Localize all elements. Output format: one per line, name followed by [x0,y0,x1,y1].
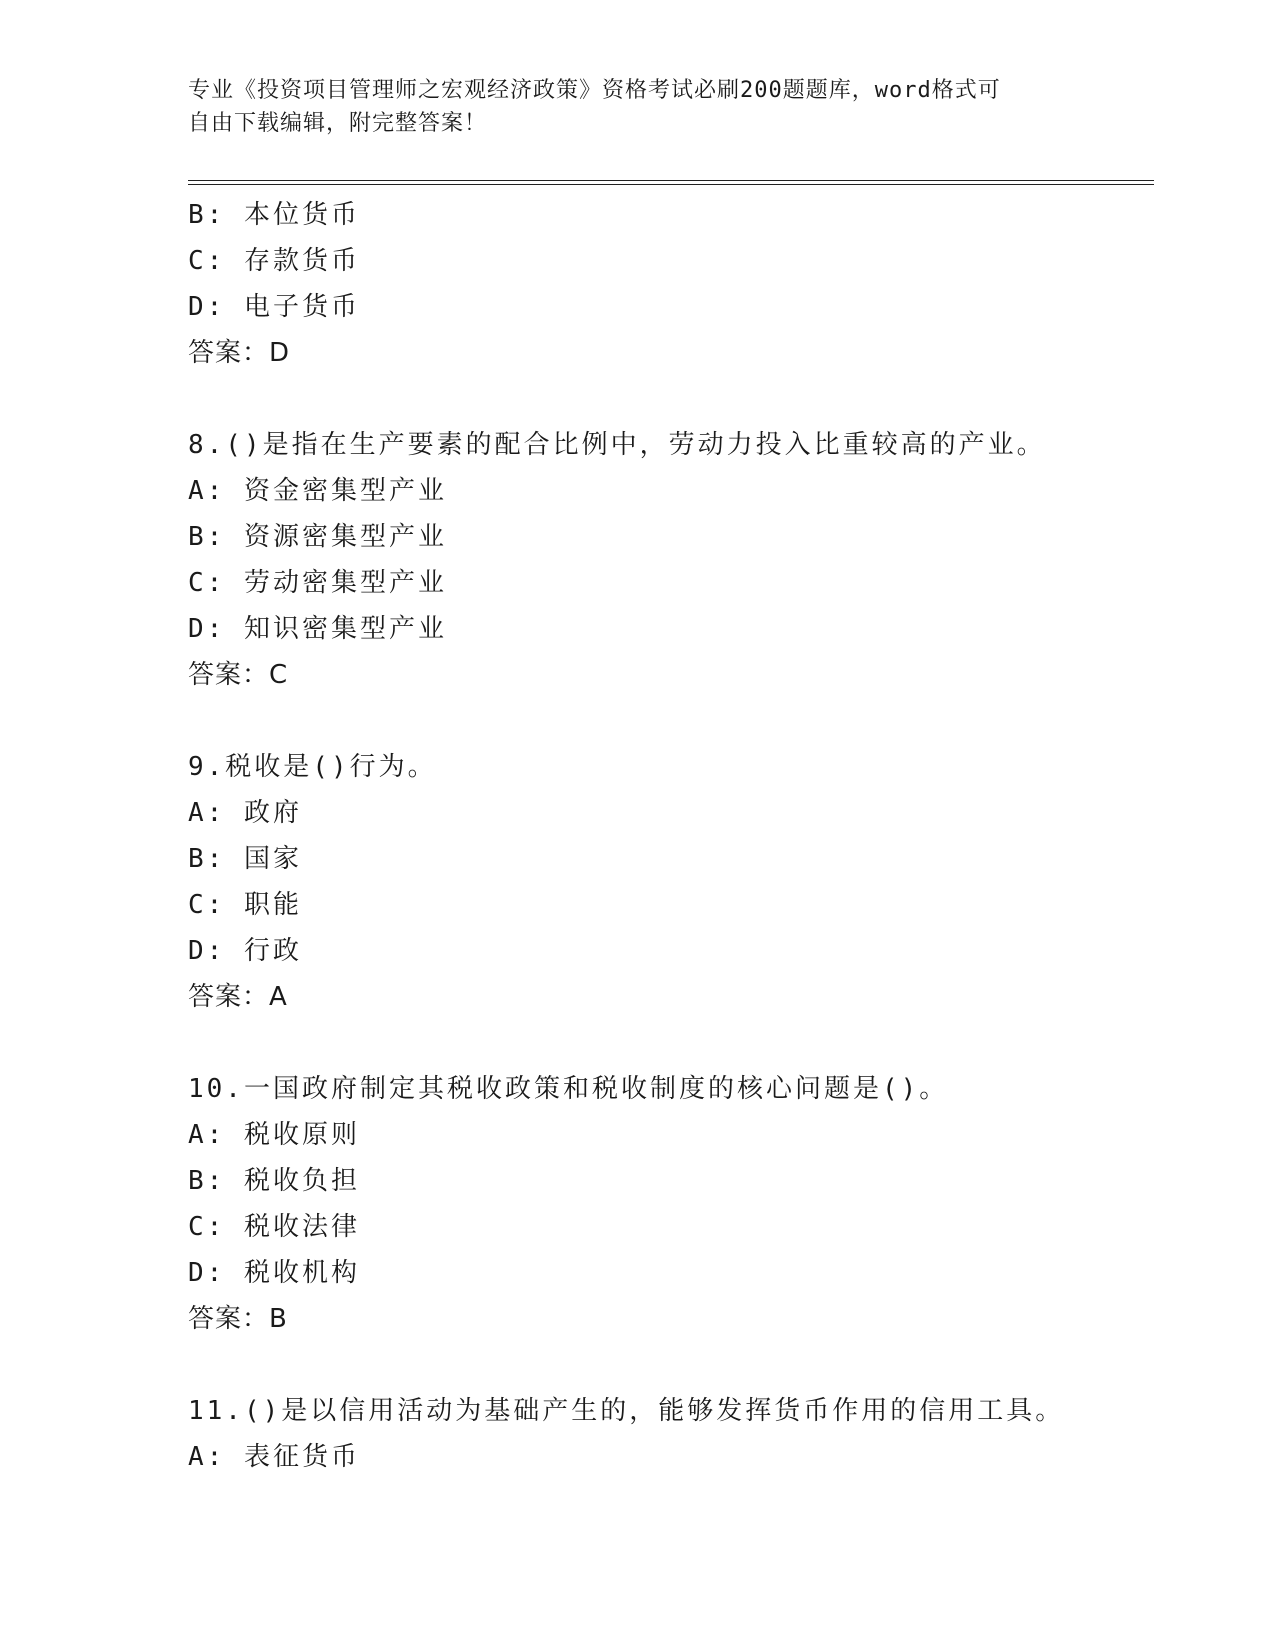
option-c: C: 存款货币 [188,246,360,276]
header-line-1: 专业《投资项目管理师之宏观经济政策》资格考试必刷200题题库，word格式可 [188,78,1001,103]
option-c: C: 税收法律 [188,1212,360,1242]
answer-line: 答案：C [188,660,289,690]
option-a: A: 政府 [188,798,302,828]
question-stem: 8.()是指在生产要素的配合比例中，劳动力投入比重较高的产业。 [188,430,1046,460]
option-d: D: 知识密集型产业 [188,614,447,644]
question-block-8 [188,422,1188,698]
question-stem: 9.税收是()行为。 [188,752,437,782]
option-a: A: 资金密集型产业 [188,476,447,506]
document-header [188,74,1088,140]
answer-line: 答案：D [188,338,291,368]
option-d: D: 行政 [188,936,302,966]
option-a: A: 税收原则 [188,1120,360,1150]
option-b: B: 税收负担 [188,1166,360,1196]
spacer [188,1020,1188,1066]
question-stem: 10.一国政府制定其税收政策和税收制度的核心问题是()。 [188,1074,949,1104]
option-d: D: 税收机构 [188,1258,360,1288]
question-block-9 [188,744,1188,1020]
option-a: A: 表征货币 [188,1442,360,1472]
spacer [188,1342,1188,1388]
header-divider [188,180,1154,185]
question-stem: 11.()是以信用活动为基础产生的，能够发挥货币作用的信用工具。 [188,1396,1065,1426]
option-d: D: 电子货币 [188,292,360,322]
question-block-11 [188,1388,1188,1480]
option-c: C: 职能 [188,890,302,920]
option-b: B: 国家 [188,844,302,874]
option-c: C: 劳动密集型产业 [188,568,447,598]
option-b: B: 本位货币 [188,200,360,230]
header-line-2: 自由下载编辑，附完整答案！ [188,111,488,136]
question-list [188,192,1188,1480]
spacer [188,376,1188,422]
option-b: B: 资源密集型产业 [188,522,447,552]
answer-line: 答案：A [188,982,288,1012]
answer-line: 答案：B [188,1304,288,1334]
question-block-10 [188,1066,1188,1342]
question-block-partial [188,192,1188,376]
spacer [188,698,1188,744]
